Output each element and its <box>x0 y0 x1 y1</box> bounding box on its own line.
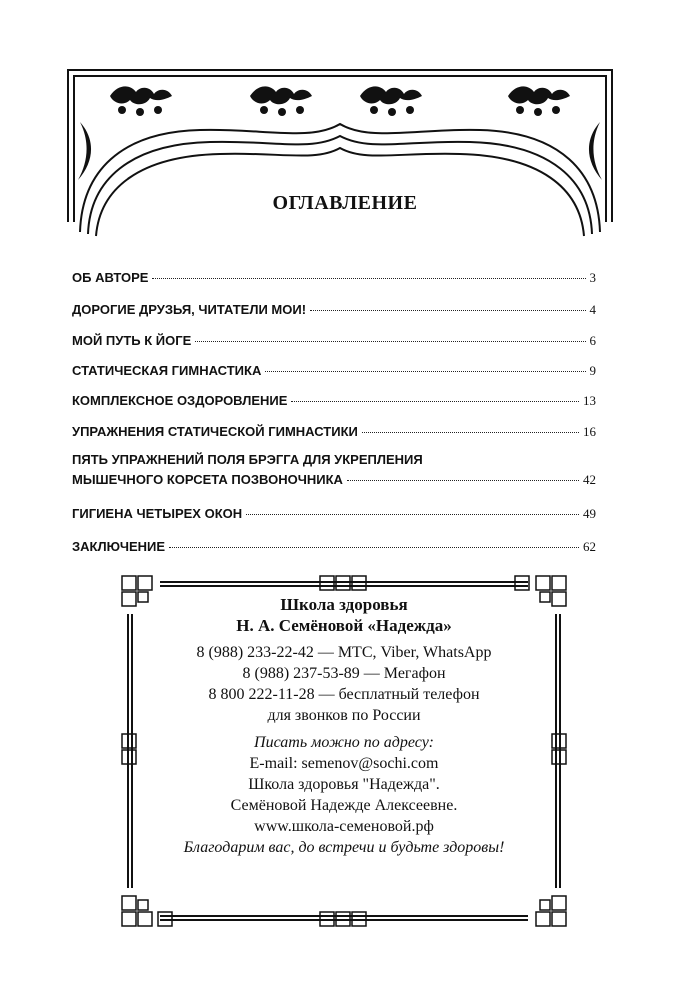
toc-leader-dots <box>347 480 579 481</box>
website-link[interactable]: www.школа-семеновой.рф <box>254 818 434 835</box>
toc-entry[interactable] <box>72 450 596 490</box>
toc-entry[interactable] <box>72 391 596 411</box>
toc-entry[interactable] <box>72 537 596 557</box>
toc-entry-title: МОЙ ПУТЬ К ЙОГЕ <box>72 333 192 348</box>
floral-ornament-center-left <box>250 86 312 116</box>
toc-entry[interactable] <box>72 268 596 288</box>
floral-ornament-left <box>110 86 172 116</box>
toc-entry-title: КОМПЛЕКСНОЕ ОЗДОРОВЛЕНИЕ <box>72 393 288 408</box>
ornamental-header-frame <box>60 62 620 252</box>
toc-leader-dots <box>246 514 579 515</box>
email-address[interactable]: E-mail: semenov@sochi.com <box>249 755 439 772</box>
write-to-label: Писать можно по адресу: <box>254 734 434 751</box>
toc-entry[interactable] <box>72 361 596 381</box>
toc-entry-title: ОБ АВТОРЕ <box>72 270 149 285</box>
address-line2: Семёновой Надежде Алексеевне. <box>230 797 458 814</box>
toc-page-number: 9 <box>589 363 596 378</box>
phone-free[interactable]: 8 800 222-11-28 — бесплатный телефон <box>208 686 480 703</box>
school-name-line2: Н. А. Семёновой «Надежда» <box>236 616 452 635</box>
toc-page-number: 13 <box>583 393 596 408</box>
toc-leader-dots <box>152 278 585 279</box>
toc-entry-title-line1: ПЯТЬ УПРАЖНЕНИЙ ПОЛЯ БРЭГГА ДЛЯ УКРЕПЛЕНИЯ <box>72 452 423 467</box>
school-name-line1: Школа здоровья <box>280 595 408 614</box>
toc-page-number: 4 <box>589 302 596 317</box>
toc-page-number: 16 <box>583 424 596 439</box>
toc-entry[interactable] <box>72 504 596 524</box>
toc-entry-title: ДОРОГИЕ ДРУЗЬЯ, ЧИТАТЕЛИ МОИ! <box>72 302 307 317</box>
phone-free-note: для звонков по России <box>267 707 421 724</box>
toc-entry-title: СТАТИЧЕСКАЯ ГИМНАСТИКА <box>72 363 262 378</box>
floral-ornament-right <box>508 86 570 116</box>
toc-page-number: 62 <box>583 539 596 554</box>
toc-leader-dots <box>291 401 579 402</box>
toc-page-number: 3 <box>589 270 596 285</box>
toc-leader-dots <box>169 547 579 548</box>
toc-entry-title-line2: МЫШЕЧНОГО КОРСЕТА ПОЗВОНОЧНИКА <box>72 472 343 487</box>
floral-ornament-center-right <box>360 86 422 116</box>
toc-entry-title: ГИГИЕНА ЧЕТЫРЕХ ОКОН <box>72 506 243 521</box>
toc-leader-dots <box>195 341 585 342</box>
toc-leader-dots <box>362 432 579 433</box>
toc-page-number: 49 <box>583 506 596 521</box>
toc-page-number: 42 <box>583 472 596 487</box>
contact-info-text <box>140 594 548 858</box>
phone-megafon[interactable]: 8 (988) 237-53-89 — Мегафон <box>242 665 446 682</box>
toc-leader-dots <box>310 310 585 311</box>
toc-title: ОГЛАВЛЕНИЕ <box>272 192 418 214</box>
toc-entry[interactable] <box>72 331 596 351</box>
phone-mts[interactable]: 8 (988) 233-22-42 — МТС, Viber, WhatsApp <box>196 644 492 661</box>
toc-entry[interactable] <box>72 422 596 442</box>
toc-entry-title: УПРАЖНЕНИЯ СТАТИЧЕСКОЙ ГИМНАСТИКИ <box>72 424 358 439</box>
toc-leader-dots <box>265 371 585 372</box>
toc-page-number: 6 <box>589 333 596 348</box>
toc-entry[interactable] <box>72 300 596 320</box>
farewell-text: Благодарим вас, до встречи и будьте здоровы! <box>183 839 505 856</box>
contact-info-box <box>120 574 568 928</box>
address-line1: Школа здоровья "Надежда". <box>248 776 440 793</box>
toc-entry-title: ЗАКЛЮЧЕНИЕ <box>72 539 166 554</box>
